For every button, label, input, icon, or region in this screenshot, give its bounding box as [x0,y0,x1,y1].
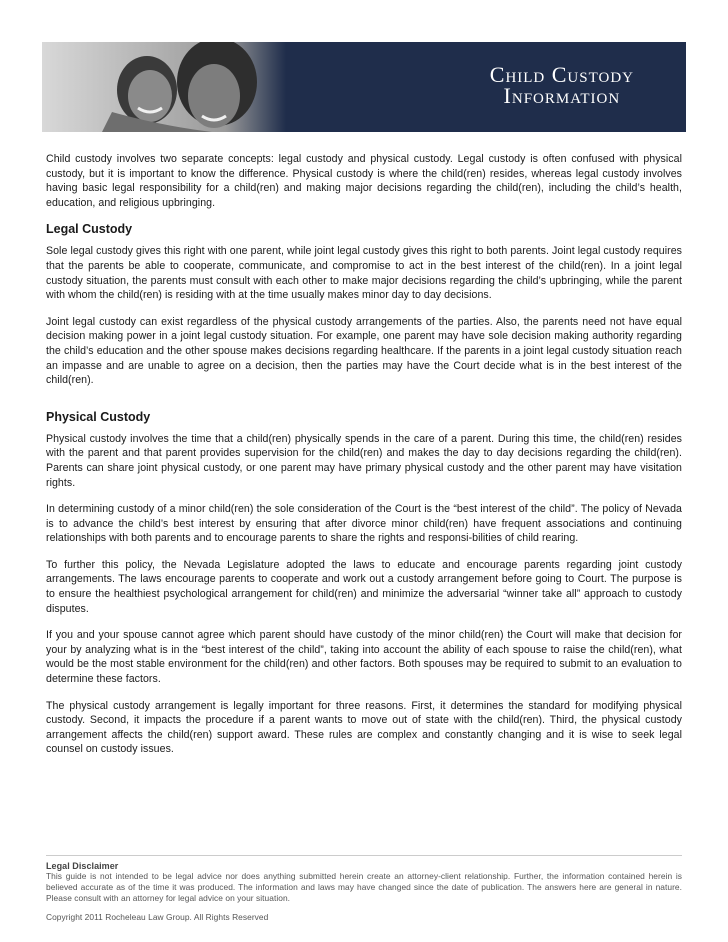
disclaimer-title: Legal Disclaimer [46,861,119,871]
intro-paragraph: Child custody involves two separate concepts: legal custody and physical custody. Legal custody is often confused with physical custody, but it is important to know the difference. Physical custody is where the child(ren) resides, whereas legal custody involves having basic legal responsibility for a child(ren) and making major decisions regarding the child(ren), including the child’s health, education, and religious upbringing. [46,153,682,209]
physical-paragraph-5: The physical custody arrangement is legally important for three reasons. First, it determines the standard for modifying physical custody. Second, it impacts the procedure if a parent wants to move out of state with the child(ren). Third, the physical custody arrangement affects the child(ren) support award. These rules are complex and constantly changing and it is wise to seek legal counsel on custody issues. [46,699,682,756]
legal-disclaimer [46,855,682,925]
mother-child-photo [42,42,286,132]
legal-paragraph-1: Sole legal custody gives this right with one parent, while joint legal custody gives this right to both parents. Joint legal custody requires that the parents be able to cooperate, communicate, and compromise to act in the best interest of the child(ren). In a joint legal custody situation, the parents must consult with each other to make major decisions regarding the child’s upbringing, while the parent with whom the child(ren) is residing with at the time usually makes minor day to day decisions. [46,245,682,302]
title-line-2: Information [503,83,621,108]
physical-paragraph-2: In determining custody of a minor child(ren) the sole consideration of the Court is the “best interest of the child”. The policy of Nevada is to advance the child’s best interest by ensuring that after divorce minor child(ren) have frequent associations and continuing relationships with both parents and to encourage parents to share the rights and responsi-bilities of child rearing. [46,503,682,545]
title-line-1: Child Custody [489,62,634,87]
disclaimer-text: This guide is not intended to be legal advice nor does anything submitted herein create an attorney-client relationship. Further, the information contained herein is believed accurate as of the time it was produced. The information and laws may have changed since the date of publication. The answers here are general in nature. Please consult with an attorney for legal advice on your situation. [46,871,682,903]
physical-paragraph-3: To further this policy, the Nevada Legislature adopted the laws to educate and encourage parents regarding joint custody arrangements. The laws encourage parents to cooperate and work out a custody arrangement before going to Court. The purpose is to ensure the healthiest psychological arrangement for child(ren) and minimize the adversarial “winner take all” approach to custody disputes. [46,558,682,615]
legal-custody-heading: Legal Custody [46,222,133,237]
physical-custody-heading: Physical Custody [46,409,151,424]
copyright-notice: Copyright 2011 Rocheleau Law Group. All Rights Reserved [46,912,269,922]
document-title [490,64,634,106]
main-content [46,152,682,769]
physical-paragraph-1: Physical custody involves the time that a child(ren) physically spends in the care of a parent. During this time, the child(ren) resides with the parent and that parent provides supervision for the child(ren) and makes the day to day decisions regarding the child(ren). Parents can share joint physical custody, or one parent may have primary physical custody and the other parent may have visitation rights. [46,432,682,489]
physical-paragraph-4: If you and your spouse cannot agree which parent should have custody of the minor child(ren) the Court will make that decision for your by analyzing what is in the “best interest of the child”, taking into account the ability of each spouse to raise the child(ren), what would be the most stable environment for the child(ren) and other factors. Both spouses may be required to submit to an evaluation to determine these factors. [46,629,682,686]
header-banner [42,42,686,132]
legal-paragraph-2: Joint legal custody can exist regardless of the physical custody arrangements of the parties. Also, the parents need not have equal decision making power in a joint legal custody situation. For example, one parent may have sole decision making authority regarding the child’s education and the other spouse makes decisions regarding healthcare. If the parents in a joint legal custody situation reach an impasse and are unable to agree on a decision, then the parties may have the Court decide what is in the best interest of the child(ren). [46,315,682,387]
